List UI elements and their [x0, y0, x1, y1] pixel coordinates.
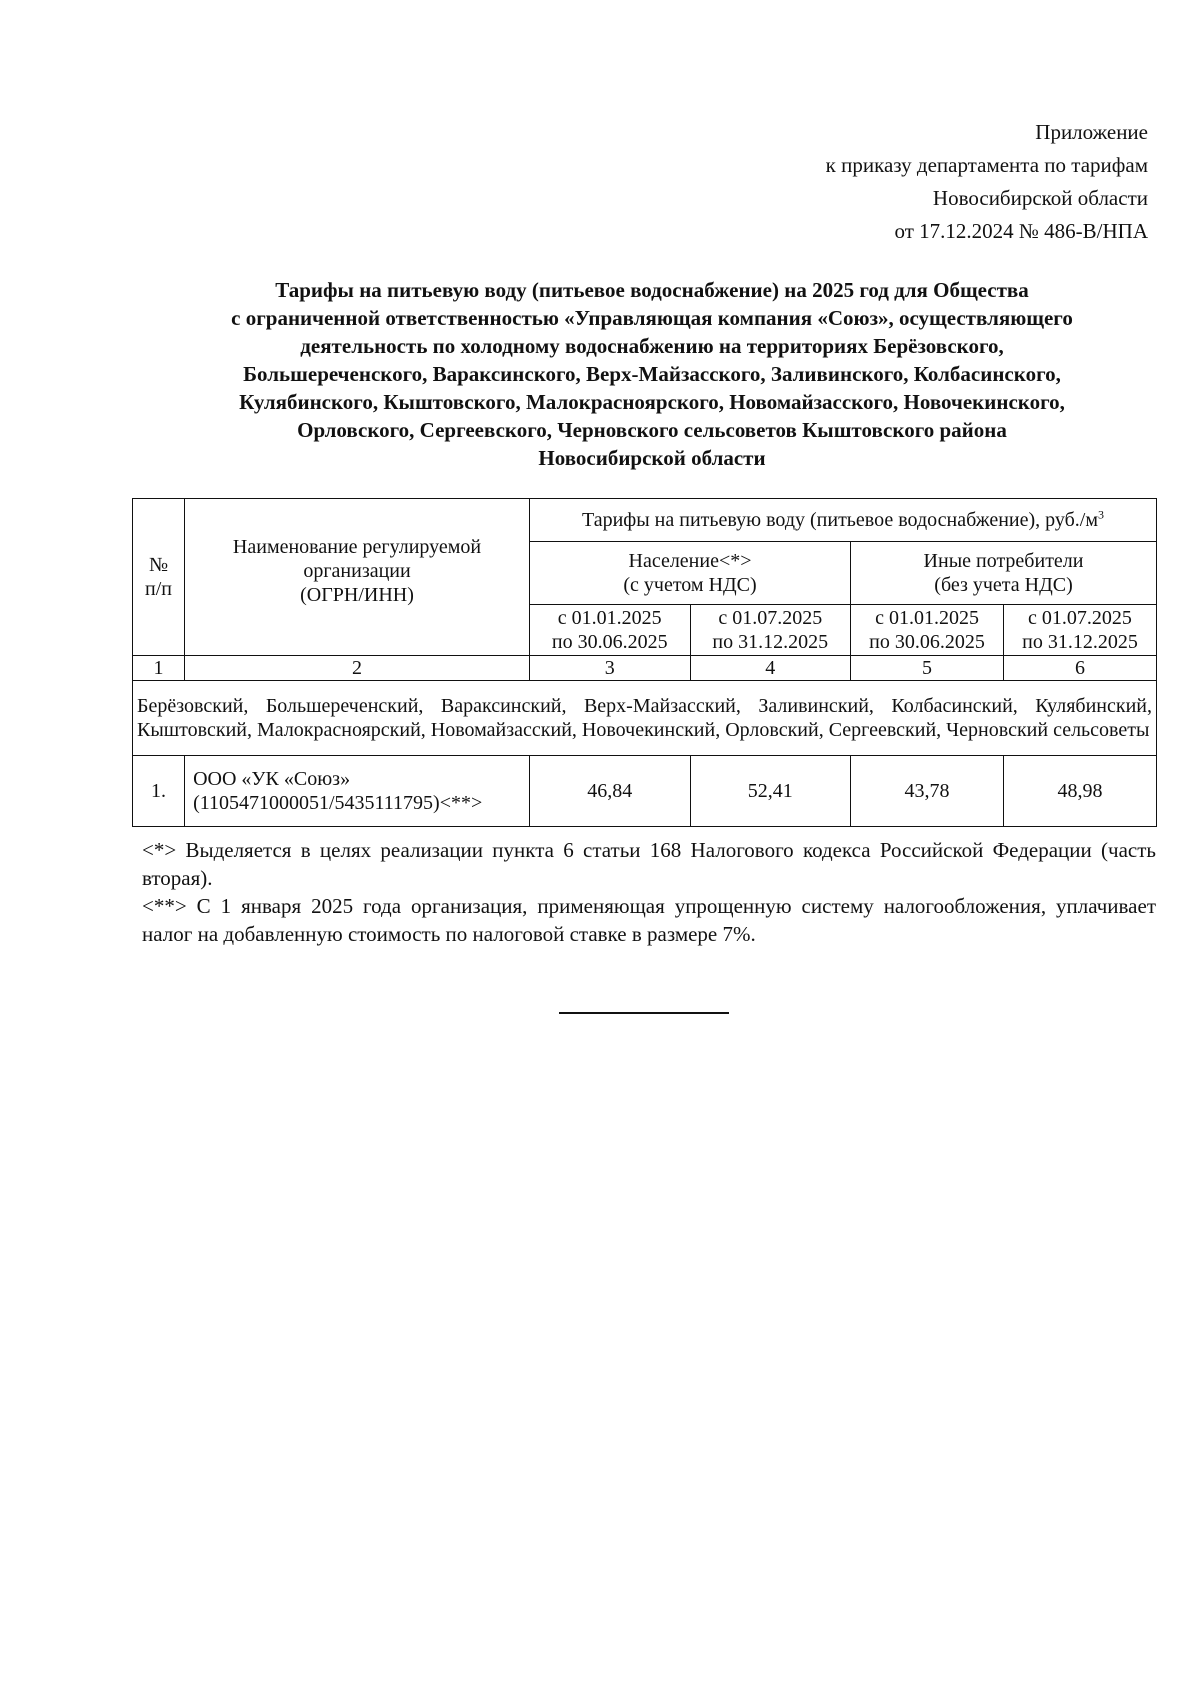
header-number-line: п/п	[145, 578, 173, 600]
table-header-row	[133, 499, 1157, 542]
title-line: Новосибирской области	[538, 446, 766, 470]
organization-ids: (1105471000051/5435111795)<**>	[193, 792, 483, 814]
header-organization	[185, 499, 530, 656]
header-period	[851, 605, 1004, 656]
period-from: с 01.01.2025	[557, 607, 662, 629]
row-number: 1.	[133, 756, 185, 827]
header-tariffs	[529, 499, 1156, 542]
header-other-consumers-line: (без учета НДС)	[934, 574, 1073, 596]
title-line: с ограниченной ответственностью «Управляющая компания «Союз», осуществляющего	[231, 306, 1073, 330]
header-organization-line: Наименование регулируемой	[232, 536, 482, 558]
tariff-value: 48,98	[1003, 756, 1156, 827]
row-organization	[185, 756, 530, 827]
document-title	[132, 276, 1172, 472]
closing-rule	[559, 1012, 729, 1014]
header-population-line: Население<*>	[628, 550, 752, 572]
header-number	[133, 499, 185, 656]
period-from: с 01.07.2025	[1028, 607, 1132, 629]
tariff-value: 52,41	[690, 756, 851, 827]
appendix-line-4: от 17.12.2024 № 486-В/НПА	[894, 219, 1148, 243]
period-to: по 30.06.2025	[551, 631, 668, 653]
tariff-value: 46,84	[529, 756, 690, 827]
header-period	[1003, 605, 1156, 656]
organization-name: ООО «УК «Союз»	[193, 768, 351, 790]
column-number: 1	[133, 656, 185, 681]
footnotes	[142, 836, 1156, 948]
appendix-line-1: Приложение	[1035, 120, 1148, 144]
period-to: по 31.12.2025	[712, 631, 829, 653]
header-organization-line: (ОГРН/ИНН)	[300, 584, 414, 606]
title-line: Кулябинского, Кыштовского, Малокрасноярского, Новомайзасского, Новочекинского,	[239, 390, 1065, 414]
region-list: Берёзовский, Большереченский, Вараксинский, Верх-Майзасский, Заливинский, Колбасинский, Кулябинский, Кыштовский, Малокрасноярский, Новомайзасский, Новочекинский, Орловский, Сергеевский, Черновский сельсоветы	[133, 681, 1157, 756]
column-number: 4	[690, 656, 851, 681]
header-other-consumers	[851, 542, 1157, 605]
header-population-line: (с учетом НДС)	[623, 574, 757, 596]
appendix-header	[826, 116, 1148, 248]
header-organization-line: организации	[303, 560, 411, 582]
column-number: 3	[529, 656, 690, 681]
period-from: с 01.01.2025	[875, 607, 979, 629]
title-line: Орловского, Сергеевского, Черновского сельсоветов Кыштовского района	[297, 418, 1007, 442]
column-number: 6	[1003, 656, 1156, 681]
tariff-table	[132, 498, 1157, 827]
header-period	[690, 605, 851, 656]
title-line: Тарифы на питьевую воду (питьевое водоснабжение) на 2025 год для Общества	[275, 278, 1029, 302]
column-number: 5	[851, 656, 1004, 681]
footnote-2: <**> С 1 января 2025 года организация, применяющая упрощенную систему налогообложения, уплачивает налог на добавленную стоимость по налоговой ставке в размере 7%.	[142, 894, 1156, 946]
period-to: по 30.06.2025	[869, 631, 985, 653]
header-period	[529, 605, 690, 656]
header-tariffs-text: Тарифы на питьевую воду (питьевое водоснабжение), руб./м	[581, 509, 1099, 531]
footnote-1: <*> Выделяется в целях реализации пункта 6 статьи 168 Налогового кодекса Российской Федерации (часть вторая).	[142, 838, 1156, 890]
title-line: Большереченского, Вараксинского, Верх-Майзасского, Заливинского, Колбасинского,	[243, 362, 1061, 386]
tariff-value: 43,78	[851, 756, 1004, 827]
period-to: по 31.12.2025	[1022, 631, 1138, 653]
period-from: с 01.07.2025	[718, 607, 823, 629]
title-line: деятельность по холодному водоснабжению на территориях Берёзовского,	[300, 334, 1004, 358]
region-row	[133, 681, 1157, 756]
table-row	[133, 756, 1157, 827]
header-tariffs-superscript: 3	[1098, 507, 1105, 522]
header-number-line: №	[148, 554, 169, 576]
header-other-consumers-line: Иные потребители	[923, 550, 1084, 572]
appendix-line-3: Новосибирской области	[932, 186, 1148, 210]
column-number-row	[133, 656, 1157, 681]
appendix-line-2: к приказу департамента по тарифам	[825, 153, 1148, 177]
header-population	[529, 542, 850, 605]
column-number: 2	[185, 656, 530, 681]
